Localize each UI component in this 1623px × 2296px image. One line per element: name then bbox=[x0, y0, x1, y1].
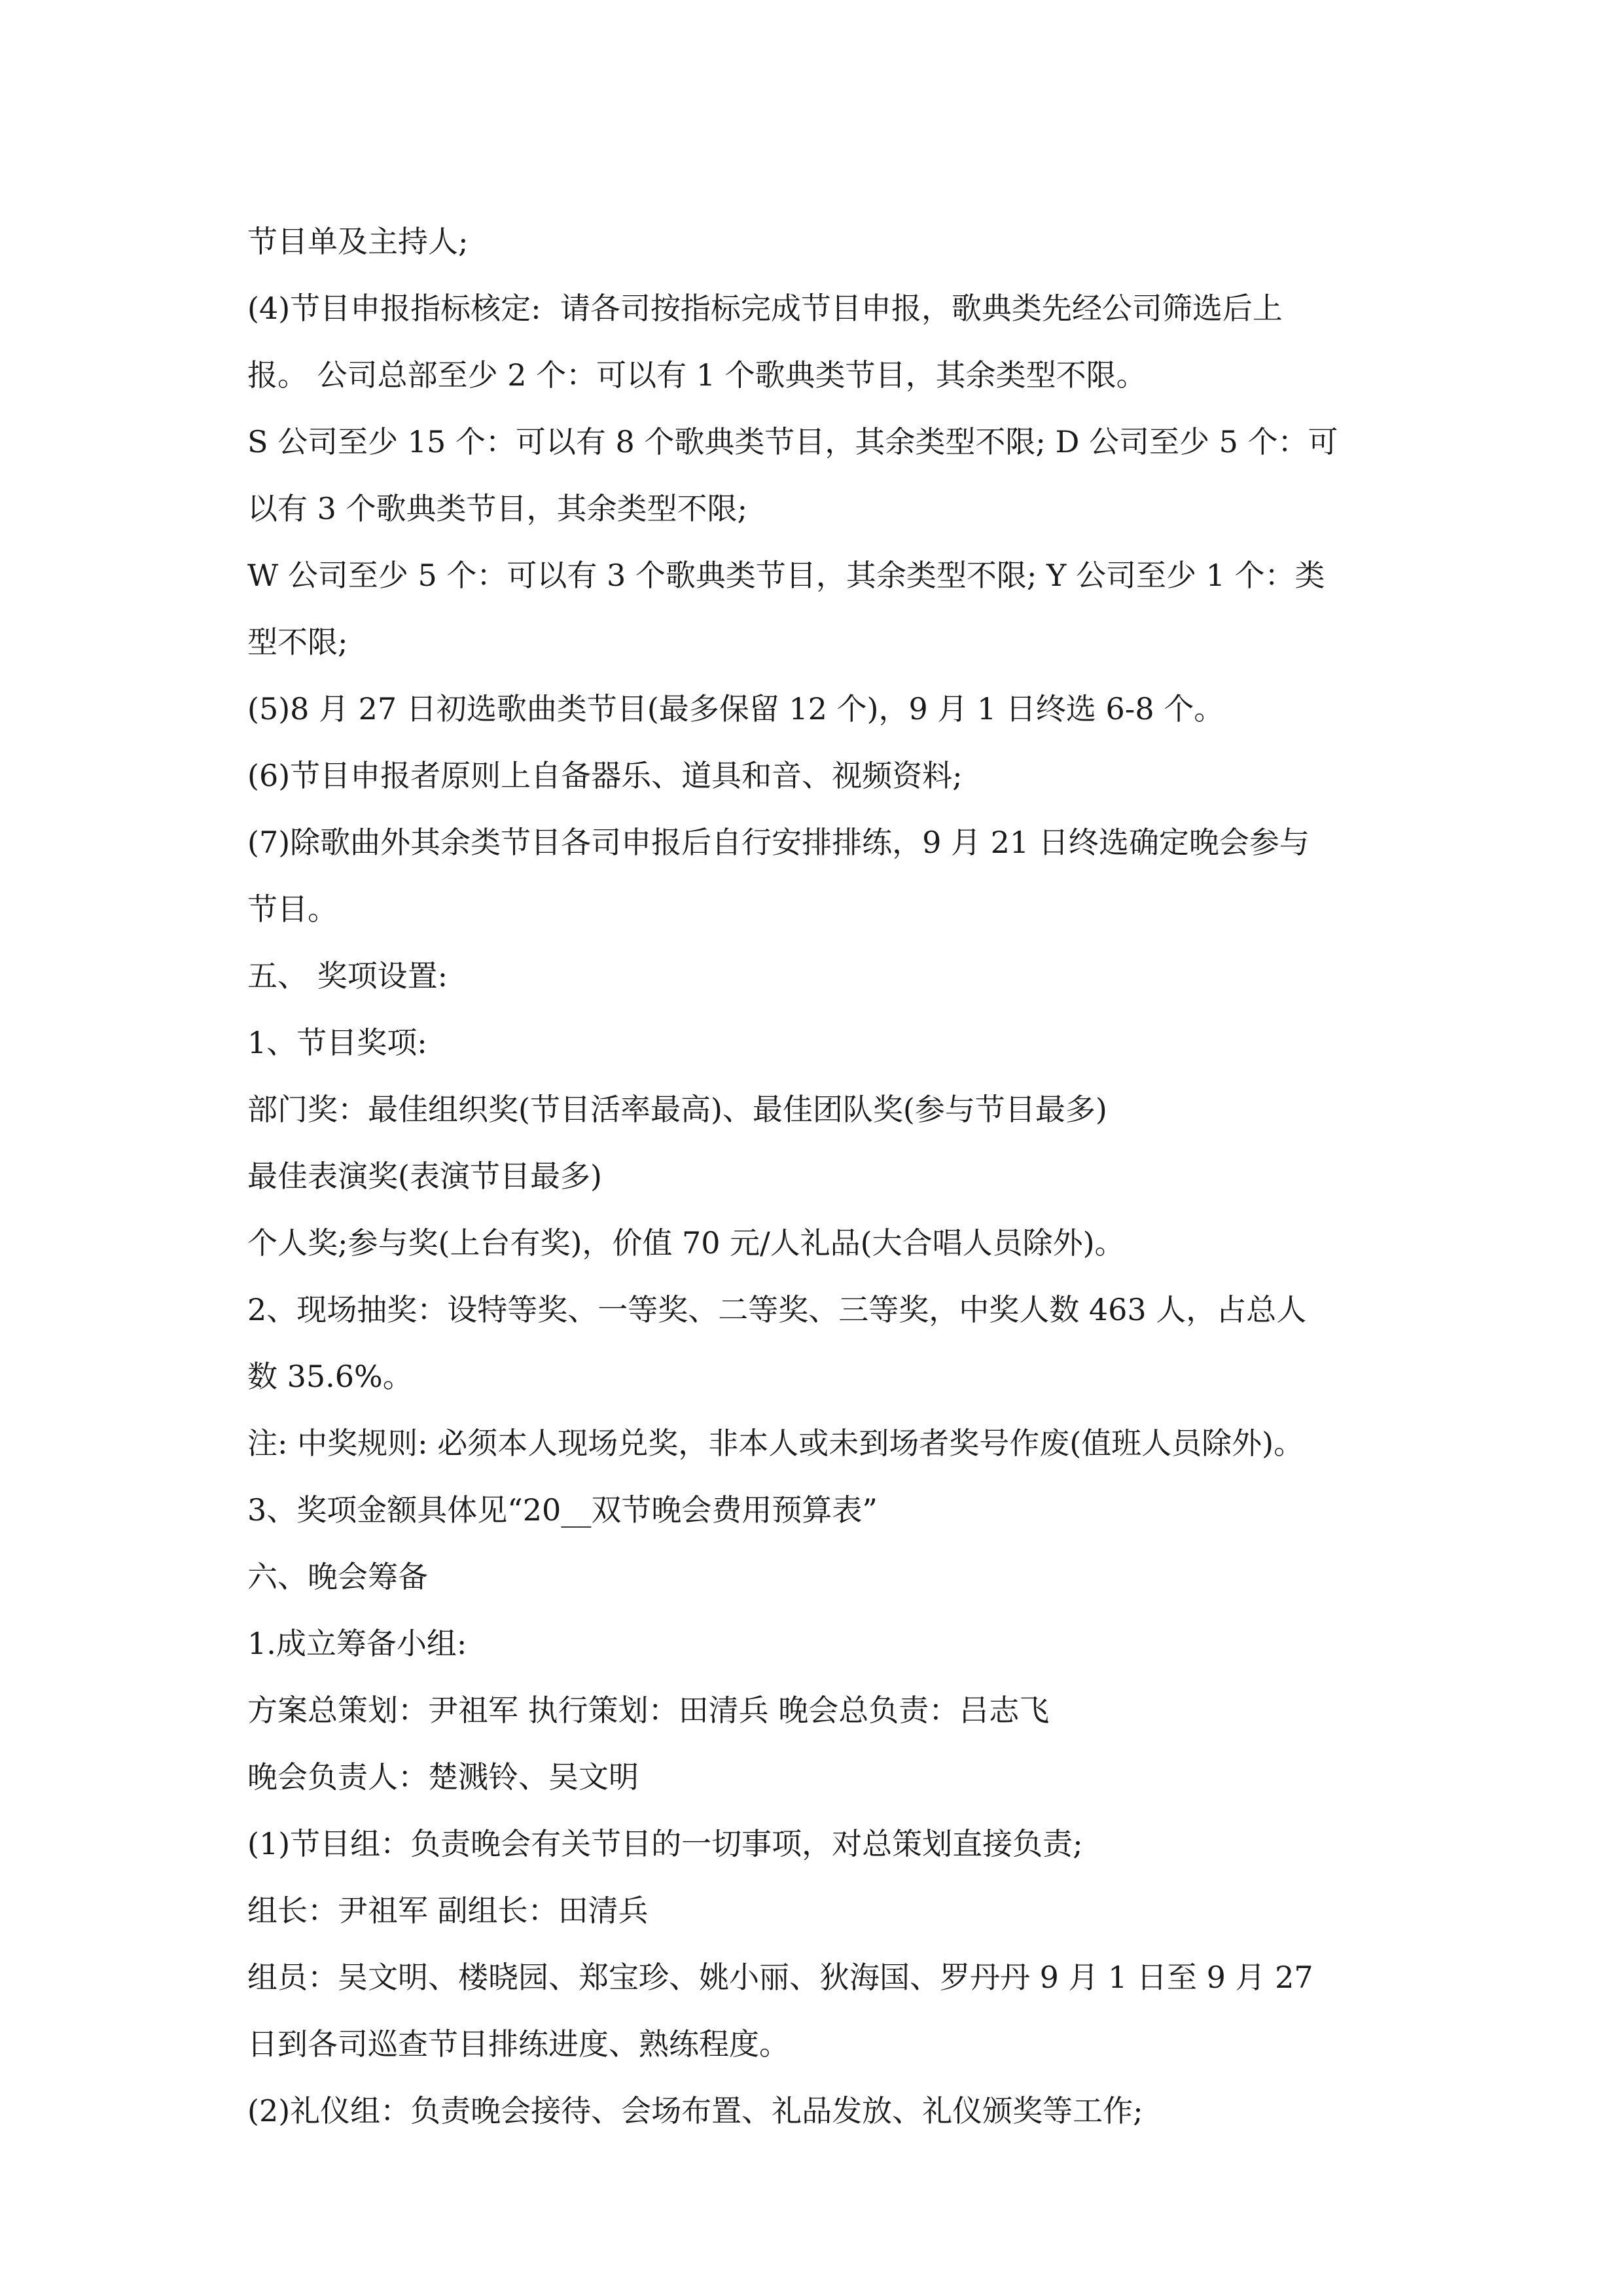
text-line: 日到各司巡查节目排练进度、熟练程度。 bbox=[247, 2026, 789, 2062]
text-line: (7)除歌曲外其余类节目各司申报后自行安排排练，9 月 21 日终选确定晚会参与 bbox=[247, 825, 1310, 860]
text-line: 以有 3 个歌典类节目，其余类型不限; bbox=[247, 491, 748, 526]
note-line: 注: 中奖规则: 必须本人现场兑奖，非本人或未到场者奖号作废(值班人员除外)。 bbox=[247, 1426, 1304, 1461]
text-line: 2、现场抽奖：设特等奖、一等奖、二等奖、三等奖，中奖人数 463 人，占总人 bbox=[247, 1292, 1307, 1327]
document-body bbox=[247, 208, 1452, 2144]
text-line: W 公司至少 5 个：可以有 3 个歌典类节目，其余类型不限; Y 公司至少 1 个：类 bbox=[247, 558, 1325, 593]
text-line: 节目。 bbox=[247, 891, 338, 927]
text-line: 型不限; bbox=[247, 624, 348, 660]
text-line: S 公司至少 15 个：可以有 8 个歌典类节目，其余类型不限; D 公司至少 5 个：可 bbox=[247, 424, 1338, 459]
section-heading: 五、 奖项设置: bbox=[247, 958, 448, 994]
text-line: 方案总策划：尹祖军 执行策划：田清兵 晚会总负责：吕志飞 bbox=[247, 1693, 1050, 1728]
text-line: 报。 公司总部至少 2 个：可以有 1 个歌典类节目，其余类型不限。 bbox=[247, 357, 1147, 393]
text-line: 晚会负责人：楚溅铃、吴文明 bbox=[247, 1759, 639, 1795]
text-line: 个人奖;参与奖(上台有奖)，价值 70 元/人礼品(大合唱人员除外)。 bbox=[247, 1225, 1125, 1261]
text-line: 3、奖项金额具体见“20__双节晚会费用预算表” bbox=[247, 1492, 878, 1528]
text-line: 节目单及主持人; bbox=[247, 224, 469, 259]
text-line: (6)节目申报者原则上自备器乐、道具和音、视频资料; bbox=[247, 758, 963, 793]
subsection-heading: 1、节目奖项: bbox=[247, 1025, 427, 1060]
subsection-heading: 1.成立筹备小组: bbox=[247, 1626, 467, 1661]
text-line: (1)节目组：负责晚会有关节目的一切事项，对总策划直接负责; bbox=[247, 1826, 1083, 1861]
text-line: 部门奖：最佳组织奖(节目活率最高)、最佳团队奖(参与节目最多) bbox=[247, 1092, 1107, 1127]
text-line: 数 35.6%。 bbox=[247, 1359, 413, 1394]
text-line: (2)礼仪组：负责晚会接待、会场布置、礼品发放、礼仪颁奖等工作; bbox=[247, 2093, 1143, 2128]
text-line: 组员：吴文明、楼晓园、郑宝珍、姚小丽、狄海国、罗丹丹 9 月 1 日至 9 月 27 bbox=[247, 1960, 1313, 1995]
section-heading: 六、晚会筹备 bbox=[247, 1559, 428, 1594]
text-line: (4)节目申报指标核定: 请各司按指标完成节目申报，歌典类先经公司筛选后上 bbox=[247, 291, 1283, 326]
text-line: (5)8 月 27 日初选歌曲类节目(最多保留 12 个)，9 月 1 日终选 6-8 个。 bbox=[247, 691, 1224, 726]
text-line: 组长：尹祖军 副组长：田清兵 bbox=[247, 1893, 649, 1928]
text-line: 最佳表演奖(表演节目最多) bbox=[247, 1158, 602, 1194]
